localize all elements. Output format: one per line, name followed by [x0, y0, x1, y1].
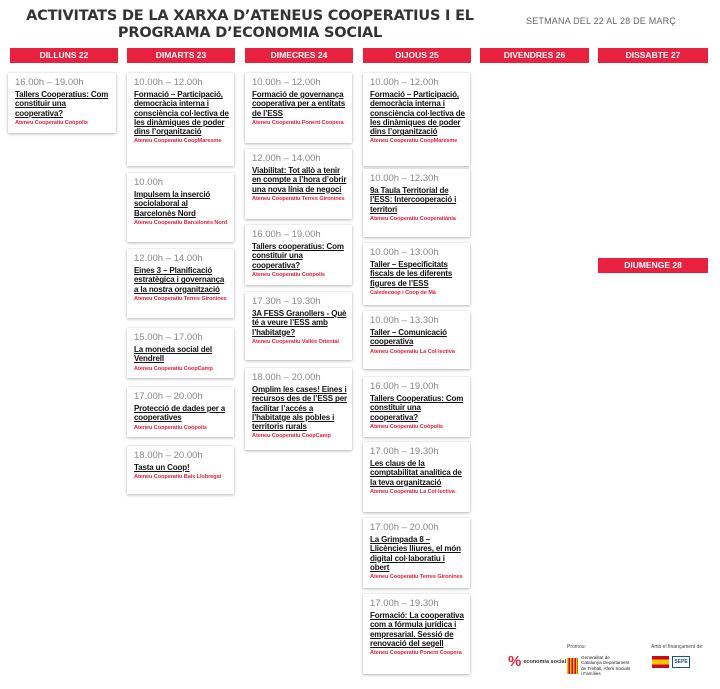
event-organizer: Ateneu Cooperatiu Terres Gironines — [252, 195, 345, 202]
generalitat-text: Generalitat de Catalunya Departament de Treball, Afers Socials i Famílies — [581, 655, 631, 676]
event-title[interactable]: Les claus de la comptabilitat analítica de la teva organització — [370, 459, 462, 487]
day-header-friday: DIVENDRES 26 — [480, 48, 589, 63]
event-card[interactable] — [363, 594, 470, 674]
event-card[interactable] — [245, 225, 352, 285]
event-card[interactable] — [363, 73, 470, 166]
event-organizer: Caixdecoop i Coop de Mà — [370, 289, 436, 296]
event-title[interactable]: Tallers Cooperatius: Com constituir una cooperativa? — [15, 90, 109, 118]
event-organizer: Ateneu Cooperatiu Coòpolis — [370, 423, 443, 430]
event-organizer: Ateneu Cooperatiu Ponent Coopera — [370, 650, 462, 657]
event-title[interactable]: Taller – Especificitats fiscals de les diferents figures de l’ESS — [370, 260, 453, 288]
event-time: 17.30h – 19.30h — [252, 296, 321, 307]
event-organizer: Ateneu Cooperatiu Coòpolis — [134, 424, 207, 431]
event-card[interactable] — [363, 518, 470, 588]
day-header-saturday: DISSABTE 27 — [598, 48, 708, 63]
event-time: 10.00h – 12.00h — [134, 77, 203, 88]
event-time: 17.00h – 19.30h — [370, 446, 439, 457]
event-title[interactable]: 9a Taula Territorial de l’ESS: Intercooperació i territori — [370, 186, 457, 214]
generalitat-logo — [567, 655, 631, 676]
promou-label: Promou: — [567, 644, 586, 650]
sepe-logo: SEPE — [672, 656, 690, 668]
event-organizer: Ateneu Cooperatiu Cooperatiània — [370, 215, 456, 222]
event-time: 18.00h – 20.00h — [252, 372, 321, 383]
event-title[interactable]: La Grimpada 8 – Llicències lliures, el món digital col·laboratiu i obert — [370, 535, 461, 572]
event-time: 17.00h – 20.00h — [370, 522, 439, 533]
event-time: 12.00h – 14.00h — [252, 153, 321, 164]
senyera-icon — [567, 658, 578, 674]
event-organizer: Ateneu Cooperatiu La Col·lectiva — [370, 348, 455, 355]
event-organizer: Ateneu Cooperatiu Vallès Oriental — [252, 338, 339, 345]
event-organizer: Ateneu Cooperatiu La Col·lectiva — [370, 488, 455, 495]
event-title[interactable]: Tallers cooperatius: Com constituir una cooperativa? — [252, 242, 344, 270]
event-organizer: Ateneu Cooperatiu Coòpolis — [252, 271, 325, 278]
event-time: 12.00h – 14.00h — [134, 253, 203, 264]
event-card[interactable] — [363, 169, 470, 237]
event-time: 15.00h – 17.00h — [134, 332, 203, 343]
event-organizer: Ateneu Cooperatiu CoopMaresme — [134, 138, 222, 145]
event-title[interactable]: Formació – Participació, democràcia interna i consciència col·lectiva de les dinàmiques de poder dins l’organització — [134, 90, 229, 137]
title-line-2: PROGRAMA D’ECONOMIA SOCIAL — [117, 25, 383, 41]
event-time: 17.00h – 20.00h — [134, 391, 203, 402]
event-title[interactable]: Omplim les cases! Eines i recursos des de l’ESS per facilitar l’accés a l’habitatge als pobles i territoris rurals — [252, 385, 347, 432]
page-title — [10, 8, 490, 42]
event-time: 17.00h – 19.30h — [370, 598, 439, 609]
event-time: 18.00h – 20.00h — [134, 450, 203, 461]
event-time: 10.00h – 12.00h — [252, 77, 321, 88]
event-title[interactable]: Eines 3 – Planificació estratègica i governança a la nostra organització — [134, 266, 225, 294]
event-card[interactable] — [127, 249, 234, 318]
event-time: 10.00h — [134, 177, 164, 188]
event-card[interactable] — [245, 368, 352, 450]
event-card[interactable] — [363, 243, 470, 305]
event-card[interactable] — [245, 149, 352, 219]
event-title[interactable]: Viabilitat: Tot allò a tenir en compte a l’hora d’obrir una nova línia de negoci — [252, 166, 347, 194]
day-header-sunday: DIUMENGE 28 — [598, 258, 708, 273]
economia-social-logo — [508, 654, 566, 669]
event-organizer: Ateneu Cooperatiu Ponent Coopera — [252, 119, 344, 126]
event-card[interactable] — [363, 442, 470, 512]
event-card[interactable] — [127, 73, 234, 166]
event-organizer: Ateneu Cooperatiu Terres Gironines — [370, 574, 463, 581]
day-header-monday: DILLUNS 22 — [10, 48, 118, 63]
funding-label: Amb el finançament de: — [651, 644, 704, 650]
government-logos — [652, 656, 690, 668]
event-card[interactable] — [127, 387, 234, 437]
event-title[interactable]: Formació de governança cooperativa per a entitats de l’ESS — [252, 90, 346, 118]
event-card[interactable] — [8, 73, 116, 133]
day-header-wednesday: DIMECRES 24 — [245, 48, 353, 63]
day-header-tuesday: DIMARTS 23 — [127, 48, 235, 63]
event-card[interactable] — [363, 377, 470, 437]
title-line-1: ACTIVITATS DE LA XARXA D’ATENEUS COOPERATIUS I EL — [26, 8, 474, 24]
event-title[interactable]: La moneda social del Vendrell — [134, 345, 212, 364]
spain-crest-icon — [652, 656, 669, 668]
event-title[interactable]: Taller – Comunicació cooperativa — [370, 328, 447, 347]
percent-icon: % — [508, 653, 522, 670]
event-time: 16.00h – 19.00h — [370, 381, 439, 392]
event-title[interactable]: Formació: La cooperativa com a fórmula jurídica i empresarial. Sessió de renovació del segell — [370, 611, 464, 648]
day-header-thursday: DIJOUS 25 — [363, 48, 471, 63]
event-title[interactable]: 3A FESS Granollers - Què té a veure l’ESS amb l’habitatge? — [252, 309, 347, 337]
event-title[interactable]: Protecció de dades per a cooperatives — [134, 404, 226, 423]
event-organizer: Ateneu Cooperatiu Baix Llobregat — [134, 474, 222, 481]
event-time: 10.00h – 12.30h — [370, 173, 439, 184]
week-range: SETMANA DEL 22 AL 28 DE MARÇ — [526, 16, 676, 26]
event-card[interactable] — [127, 173, 234, 242]
event-card[interactable] — [127, 328, 234, 378]
event-organizer: Ateneu Cooperatiu CoopCamp — [134, 365, 213, 372]
event-title[interactable]: Tallers Cooperatius: Com constituir una cooperativa? — [370, 394, 464, 422]
event-time: 10.00h – 12.00h — [370, 77, 439, 88]
event-time: 16.00h – 19.00h — [15, 77, 84, 88]
event-card[interactable] — [127, 446, 234, 494]
economia-social-text: economia social — [523, 658, 567, 665]
event-organizer: Ateneu Cooperatiu CoopMaresme — [370, 138, 458, 145]
event-organizer: Ateneu Cooperatiu Barcelonès Nord — [134, 219, 228, 226]
event-title[interactable]: Tasta un Coop! — [134, 463, 190, 472]
event-card[interactable] — [245, 73, 352, 143]
event-card[interactable] — [363, 311, 470, 369]
event-time: 16.00h – 19.00h — [252, 229, 321, 240]
event-title[interactable]: Impulsem la inserció sociolaboral al Barcelonès Nord — [134, 190, 211, 218]
event-card[interactable] — [245, 292, 352, 360]
event-time: 10.00h – 13.00h — [370, 247, 439, 258]
event-organizer: Ateneu Cooperatiu CoopCamp — [252, 433, 331, 440]
event-time: 10.00h – 13.30h — [370, 315, 439, 326]
event-organizer: Ateneu Cooperatiu Coòpolis — [15, 119, 88, 126]
event-organizer: Ateneu Cooperatiu Terres Gironines — [134, 295, 227, 302]
event-title[interactable]: Formació – Participació, democràcia interna i consciència col·lectiva de les dinàmiques de poder dins l’organització — [370, 90, 465, 137]
